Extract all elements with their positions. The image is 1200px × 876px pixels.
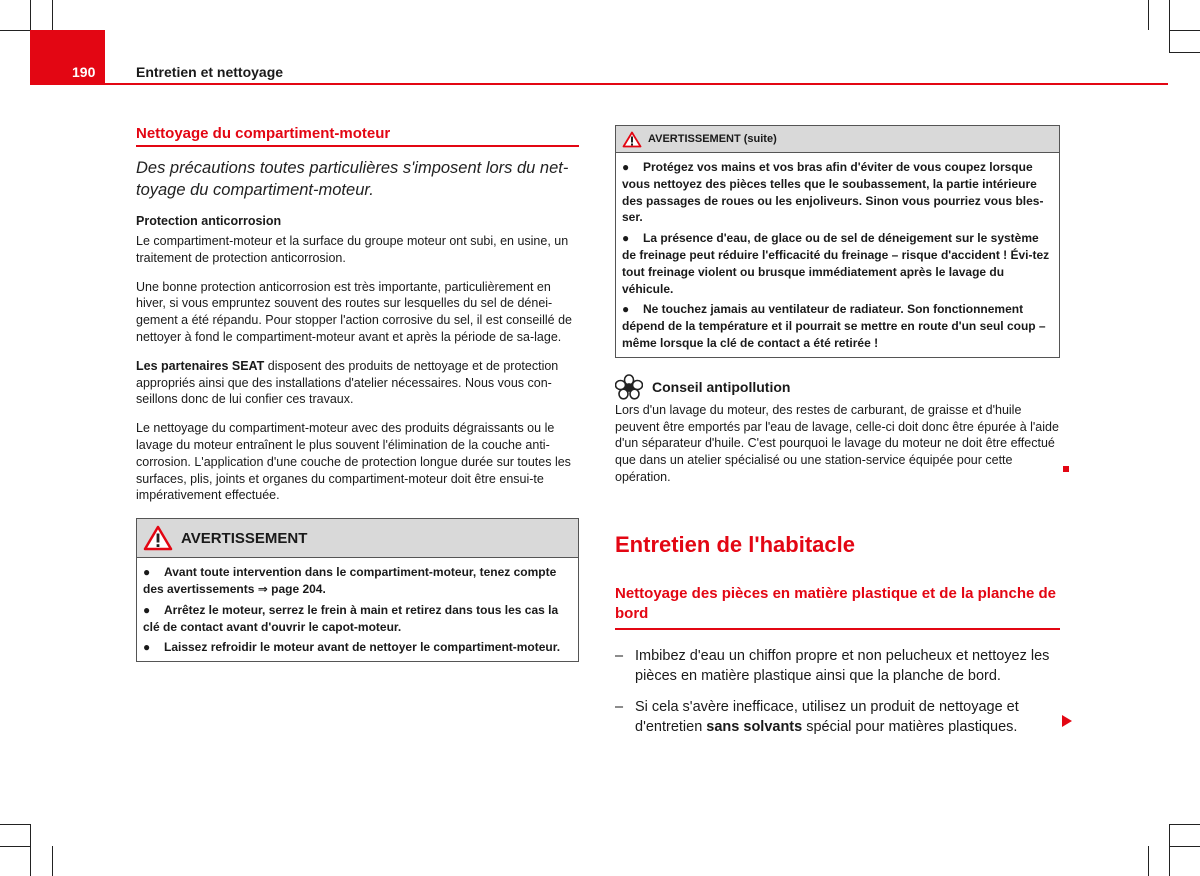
- paragraph-text: disposent des produits de nettoyage et de protection appropriés ainsi que des installations d'atelier nécessaires. Nous vous con-seillons donc de lui confier ces travaux.: [136, 358, 559, 407]
- step-text: [635, 697, 1060, 737]
- warning-box: [136, 518, 579, 662]
- crop-mark: [0, 846, 30, 847]
- warning-item-text: Laissez refroidir le moteur avant de nettoyer le compartiment-moteur.: [164, 640, 561, 655]
- crop-mark: [30, 824, 31, 876]
- crop-mark: [0, 824, 30, 825]
- paragraph: Le nettoyage du compartiment-moteur avec des produits dégraissants ou le lavage du moteur entraînent le plus souvent l'élimination de la couche anti-corrosion. L'application d'une couche de protection longue durée sur toutes les surfaces, plis, joints et organes du compartiment-moteur doit être ensui-te impérativement effectuée.: [136, 421, 571, 503]
- warning-body: [137, 558, 578, 661]
- warning-item: [143, 564, 572, 598]
- bullet: ●: [622, 231, 630, 246]
- instruction-step: [615, 646, 1060, 686]
- eco-tip-text: Lors d'un lavage du moteur, des restes de carburant, de graisse et d'huile peuvent être emportés par l'eau de lavage, celle-ci doit donc être épurée à l'aide d'un séparateur d'huile. C'est pourquoi le lavage du moteur ne doit être effectué que dans un atelier spécialisé ou une station-service équipée pour cette opération.: [615, 402, 1059, 484]
- warning-item-text: Avant toute intervention dans le compartiment-moteur, tenez compte des avertissements ⇒ page 204.: [143, 565, 557, 596]
- crop-mark: [1169, 30, 1200, 31]
- subheading-anticorrosion: Protection anticorrosion: [136, 214, 282, 228]
- step-text-part: Si cela s'avère inefficace, utilisez un produit de nettoyage et d'entretien: [635, 698, 1019, 735]
- running-header-title: Entretien et nettoyage: [136, 64, 284, 80]
- warning-item: [622, 301, 1053, 351]
- bold-text: sans solvants: [706, 718, 803, 735]
- warning-item-text: La présence d'eau, de glace ou de sel de déneigement sur le système de freinage peut réduire l'efficacité du freinage – risque d'accident ! Évi-tez tout freinage violent ou brusque immédiatement après le lavage du véhicule.: [622, 231, 1050, 296]
- crop-mark: [1169, 52, 1200, 53]
- bullet: ●: [622, 302, 630, 317]
- warning-item: [622, 230, 1053, 297]
- section-title: Nettoyage du compartiment-moteur: [136, 125, 579, 147]
- crop-mark: [1148, 846, 1149, 876]
- warning-body: [616, 153, 1059, 357]
- bullet: ●: [622, 160, 630, 174]
- bullet: ●: [143, 602, 151, 617]
- crop-mark: [1148, 0, 1149, 30]
- crop-mark: [1169, 846, 1200, 847]
- dash-bullet: –: [615, 698, 624, 715]
- warning-item: [143, 639, 572, 656]
- header-rule: [105, 83, 1168, 85]
- crop-mark: [30, 0, 31, 30]
- bold-text: Les partenaires SEAT: [136, 358, 265, 373]
- warning-continued-box: [615, 125, 1060, 358]
- step-text: Imbibez d'eau un chiffon propre et non pelucheux et nettoyez les pièces en matière plastique ainsi que la planche de bord.: [635, 647, 1050, 684]
- warning-item-text: Ne touchez jamais au ventilateur de radiateur. Son fonctionnement dépend de la température et il pourrait se mettre en route d'un seul coup – même lorsque la clé de contact a été retirée !: [622, 302, 1046, 350]
- crop-mark: [1169, 824, 1200, 825]
- dash-bullet: –: [615, 647, 624, 664]
- page-number: 190: [72, 64, 96, 80]
- warning-header: [616, 126, 1059, 153]
- crop-mark: [0, 30, 30, 31]
- instruction-step: [615, 697, 1060, 737]
- crop-mark: [1169, 824, 1170, 876]
- eco-tip-header: [615, 374, 1060, 400]
- warning-title: AVERTISSEMENT: [181, 529, 308, 547]
- warning-header: [137, 519, 578, 558]
- warning-item: [143, 602, 572, 636]
- warning-item-text: Protégez vos mains et vos bras afin d'éviter de vous coupez lorsque vous nettoyez des pièces telles que le soubassement, la partie intérieure des passages de roues ou les enjoliveurs. Sinon vous pourriez vous bles-ser.: [622, 160, 1044, 225]
- flower-eco-icon: [615, 374, 643, 400]
- crop-mark: [52, 0, 53, 30]
- left-column: [136, 125, 579, 662]
- paragraph: Le compartiment-moteur et la surface du groupe moteur ont subi, en usine, un traitement de protection anticorrosion.: [136, 234, 569, 265]
- paragraph: Une bonne protection anticorrosion est très importante, particulièrement en hiver, si vous empruntez souvent des routes sur lesquelles du sel de dénei-gement a été répandu. Pour stopper l'action corrosive du sel, il est conseillé de nettoyer à fond le compartiment-moteur avant et après la période de sa-lage.: [136, 279, 572, 344]
- warning-triangle-icon: [143, 525, 173, 551]
- warning-title: AVERTISSEMENT (suite): [648, 133, 777, 145]
- eco-tip-title: Conseil antipollution: [652, 378, 791, 395]
- subsection-title: Nettoyage des pièces en matière plastique et de la planche de bord: [615, 584, 1060, 630]
- right-column: [615, 125, 1060, 737]
- chapter-title: Entretien de l'habitacle: [615, 531, 855, 557]
- bullet: ●: [143, 640, 151, 655]
- bullet: ●: [143, 565, 151, 580]
- step-text-part: spécial pour matières plastiques.: [802, 718, 1018, 735]
- continue-arrow-icon: [1062, 714, 1072, 732]
- crop-mark: [1169, 0, 1170, 52]
- crop-mark: [52, 846, 53, 876]
- section-intro: Des précautions toutes particulières s'imposent lors du net-toyage du compartiment-moteur.: [136, 159, 569, 199]
- warning-triangle-icon: [622, 131, 642, 148]
- warning-item-text: Arrêtez le moteur, serrez le frein à main et retirez dans tous les cas la clé de contact avant d'ouvrir le capot-moteur.: [143, 602, 559, 634]
- warning-item: [622, 159, 1053, 226]
- paragraph: [136, 358, 579, 408]
- end-of-section-marker: [1063, 466, 1069, 472]
